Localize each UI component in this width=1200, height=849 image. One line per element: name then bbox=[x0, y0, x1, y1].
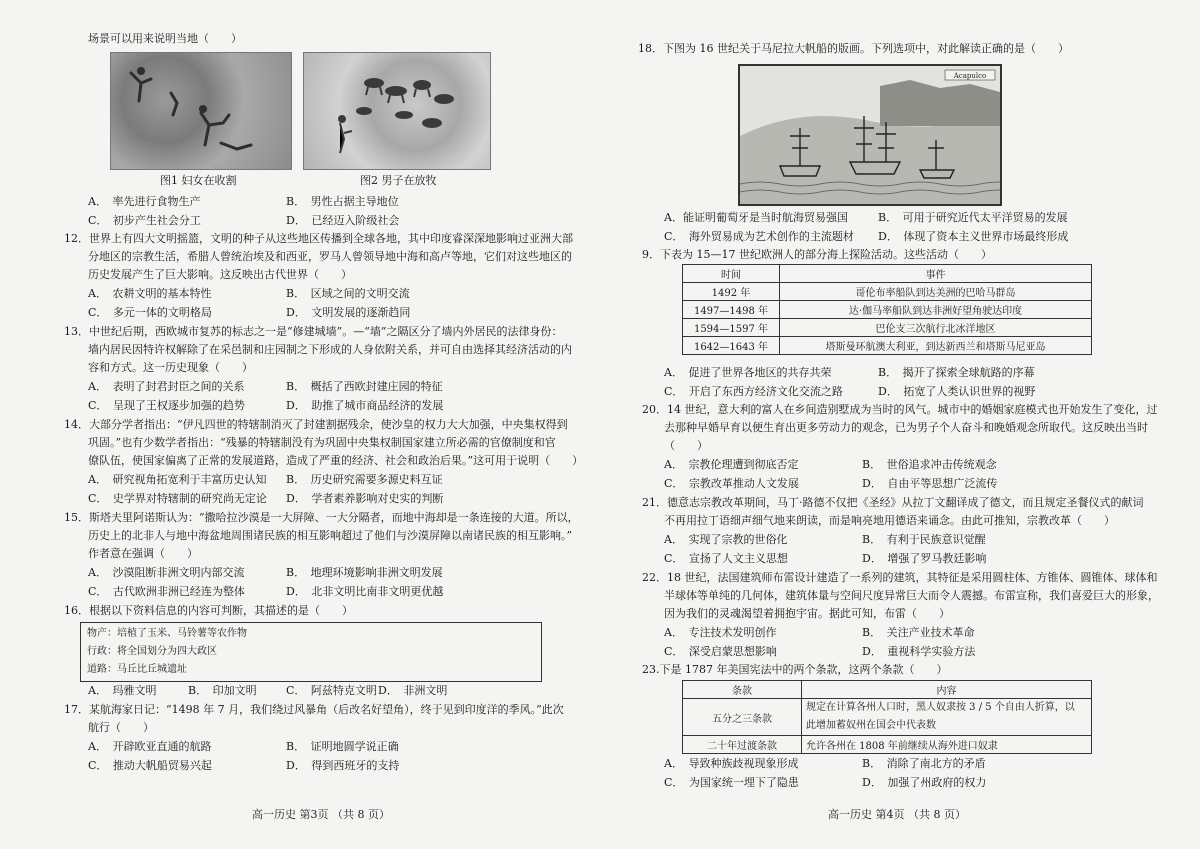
q18-line: 18．下图为 16 世纪关于马尼拉大帆船的版画。下列选项中，对此解读正确的是（ ） bbox=[638, 42, 1069, 55]
q16-option-d[interactable]: D． 非洲文明 bbox=[378, 684, 448, 697]
table-row bbox=[683, 699, 1092, 736]
q21-option-c[interactable]: C． 宣扬了人文主义思想 bbox=[664, 552, 788, 565]
q19-option-a[interactable]: A． 促进了世界各地区的共存共荣 bbox=[664, 366, 832, 379]
q19-line: 9．下表为 15—17 世纪欧洲人的部分海上探险活动。这些活动（ ） bbox=[642, 248, 992, 261]
q20-option-c[interactable]: C． 宗教改革推动人文发展 bbox=[664, 477, 799, 490]
q19-cell: 1497—1498 年 bbox=[683, 301, 780, 319]
q19-option-c[interactable]: C． 开启了东西方经济文化交流之路 bbox=[664, 385, 843, 398]
q23-cell: 五分之三条款 bbox=[683, 699, 802, 736]
q12-line-1: 12．世界上有四大文明摇篮，文明的种子从这些地区传播到全球各地，其中印度睿深深地影响过亚洲大部 bbox=[64, 232, 573, 245]
q12-line-2: 分地区的宗教生活，希腊人曾统治埃及和西亚，罗马人曾领导地中海和高卢等地，它们对这些地区的 bbox=[88, 250, 572, 263]
q14-line-1: 14．大部分学者指出：“伊凡四世的特辖制消灭了封建割据残余，使沙皇的权力大大加强，中央集权得到 bbox=[64, 418, 568, 431]
q15-option-b[interactable]: B． 地理环境影响非洲文明发展 bbox=[286, 566, 443, 579]
q14-option-a[interactable]: A． 研究视角拓宽利于丰富历史认知 bbox=[88, 473, 267, 486]
q19-cell: 哥伦布率船队到达美洲的巴哈马群岛 bbox=[780, 283, 1092, 301]
q12-option-b[interactable]: B． 区域之间的文明交流 bbox=[286, 287, 410, 300]
q18-option-c[interactable]: C． 海外贸易成为艺术创作的主流题材 bbox=[664, 230, 854, 243]
q19-cell: 1642—1643 年 bbox=[683, 337, 780, 355]
q16-line: 16．根据以下资料信息的内容可判断，其描述的是（ ） bbox=[64, 604, 353, 617]
q22-option-d[interactable]: D． 重视科学实验方法 bbox=[862, 645, 976, 658]
q13-option-c[interactable]: C． 呈现了王权逐步加强的趋势 bbox=[88, 399, 245, 412]
q13-line-3: 容和方式。这一历史现象（ ） bbox=[88, 361, 253, 374]
q13-line-2: 墙内居民因特许权解除了在采邑制和庄园制之下形成的人身依附关系，并可自由选择其经济活动的内 bbox=[88, 343, 572, 356]
q23-table bbox=[682, 680, 1092, 754]
q23-line: 23.下是 1787 年美国宪法中的两个条款，这两个条款（ ） bbox=[642, 663, 948, 676]
q16-option-b[interactable]: B． 印加文明 bbox=[188, 684, 257, 697]
q20-line-1: 20．14 世纪，意大利的富人在乡间造别墅成为当时的风气。城市中的婚姻家庭模式也开始发生了变化，过 bbox=[642, 403, 1158, 416]
q14-line-2: 巩固。”也有少数学者指出：“残暴的特辖制没有为巩固中央集权制国家建立所必需的官僚制度和官 bbox=[88, 436, 556, 449]
table-row bbox=[683, 337, 1092, 355]
q15-line-1: 15．斯塔夫里阿诺斯认为：“撒哈拉沙漠是一大屏障、一大分隔者，而地中海却是一条连接的大道。所以， bbox=[64, 511, 579, 524]
q23-option-b[interactable]: B． 消除了南北方的矛盾 bbox=[862, 757, 986, 770]
q20-line-2: 去那种早婚早育以便生育出更多劳动力的观念，已为男子个人奋斗和晚婚观念所取代。这反映出当时 bbox=[664, 421, 1148, 434]
q21-option-d[interactable]: D． 增强了罗马教廷影响 bbox=[862, 552, 987, 565]
engraving-art bbox=[740, 66, 1000, 204]
q23-cell-content bbox=[802, 699, 1092, 736]
q12-option-d[interactable]: D． 文明发展的逐渐趋同 bbox=[286, 306, 411, 319]
q14-option-b[interactable]: B． 历史研究需要多源史料互证 bbox=[286, 473, 443, 486]
manila-galleon-engraving bbox=[738, 64, 1002, 206]
q18-option-d[interactable]: D． 体现了资本主义世界市场最终形成 bbox=[878, 230, 1069, 243]
q14-line-3: 僚队伍，使国家偏离了正常的发展道路，造成了严重的经济、社会和政治后果。”这可用于说明（ ） bbox=[88, 454, 584, 467]
q11-option-d[interactable]: D． 已经迈入阶级社会 bbox=[286, 214, 400, 227]
q13-option-b[interactable]: B． 概括了西欧封建庄园的特征 bbox=[286, 380, 443, 393]
q23-cell-line-2: 此增加蓄奴州在国会中代表数 bbox=[806, 720, 936, 731]
q16-option-a[interactable]: A． 玛雅文明 bbox=[88, 684, 157, 697]
q23-header-clause: 条款 bbox=[683, 681, 802, 699]
q19-cell: 塔斯曼环航澳大利亚，到达新西兰和塔斯马尼亚岛 bbox=[780, 337, 1092, 355]
q15-option-c[interactable]: C． 古代欧洲非洲已经连为整体 bbox=[88, 585, 245, 598]
q19-table bbox=[682, 264, 1092, 355]
q12-option-a[interactable]: A． 农耕文明的基本特性 bbox=[88, 287, 212, 300]
q21-line-1: 21．德意志宗教改革期间，马丁·路德不仅把《圣经》从拉丁文翻译成了德文，而且规定圣餐仪式的献词 bbox=[642, 496, 1144, 509]
page-3-footer: 高一历史 第3页 （共 8 页） bbox=[252, 808, 390, 821]
q22-line-1: 22．18 世纪，法国建筑师布雷设计建造了一系列的建筑，其特征是采用圆柱体、方锥体、圆锥体、球体和 bbox=[642, 571, 1158, 584]
rock-art-figures-2 bbox=[304, 53, 490, 169]
q17-option-b[interactable]: B． 证明地圆学说正确 bbox=[286, 740, 399, 753]
q17-option-c[interactable]: C． 推动大帆船贸易兴起 bbox=[88, 759, 212, 772]
q23-cell: 二十年过渡条款 bbox=[683, 736, 802, 754]
q19-option-b[interactable]: B． 揭开了探索全球航路的序幕 bbox=[878, 366, 1035, 379]
table-row bbox=[683, 319, 1092, 337]
table-row bbox=[683, 301, 1092, 319]
q11-option-c[interactable]: C． 初步产生社会分工 bbox=[88, 214, 201, 227]
fig1-caption: 图1 妇女在收割 bbox=[160, 174, 237, 187]
q22-option-c[interactable]: C． 深受启蒙思想影响 bbox=[664, 645, 777, 658]
page-4-footer: 高一历史 第4页 （共 8 页） bbox=[828, 808, 966, 821]
q11-tail: 场景可以用来说明当地（ ） bbox=[88, 32, 242, 45]
rock-art-photo-1 bbox=[110, 52, 292, 170]
q23-option-d[interactable]: D． 加强了州政府的权力 bbox=[862, 776, 987, 789]
q21-line-2: 不再用拉丁语细声细气地来朗读，而是响亮地用德语来诵念。由此可推知，宗教改革（ ） bbox=[664, 514, 1115, 527]
q21-option-b[interactable]: B． 有利于民族意识觉醒 bbox=[862, 533, 986, 546]
q19-header-event: 事件 bbox=[780, 265, 1092, 283]
q13-option-d[interactable]: D． 助推了城市商品经济的发展 bbox=[286, 399, 444, 412]
rock-art-photo-2 bbox=[303, 52, 491, 170]
q23-cell: 允许各州在 1808 年前继续从海外进口奴隶 bbox=[802, 736, 1092, 754]
q15-line-2: 历史上的北非人与地中海盆地周围诸民族的相互影响超过了他们与沙漠屏障以南诸民族的相互影响。” bbox=[88, 529, 573, 542]
q16-info-2: 行政：将全国划分为四大政区 bbox=[87, 646, 217, 657]
rock-art-figures-1 bbox=[111, 53, 291, 169]
fig2-caption: 图2 男子在放牧 bbox=[360, 174, 437, 187]
q17-option-a[interactable]: A． 开辟欧亚直通的航路 bbox=[88, 740, 212, 753]
q22-line-2: 半球体等单纯的几何体，建筑体量与空间尺度异常巨大而令人震撼。布雷宣称，我们喜爱巨大的形象， bbox=[664, 589, 1159, 602]
q22-line-3: 因为我们的灵魂渴望着拥抱宇宙。据此可知，布雷（ ） bbox=[664, 607, 950, 620]
q13-line-1: 13．中世纪后期，西欧城市复苏的标志之一是“修建城墙”。—“墙”之隔区分了墙内外居民的法律身份： bbox=[64, 325, 563, 338]
q22-option-a[interactable]: A． 专注技术发明创作 bbox=[664, 626, 777, 639]
engraving-label: Acapulco bbox=[953, 72, 987, 80]
q11-option-a[interactable]: A． 率先进行食物生产 bbox=[88, 195, 201, 208]
q16-info-1: 物产：培植了玉米、马铃薯等农作物 bbox=[87, 628, 247, 639]
q20-option-a[interactable]: A． 宗教伦理遭到彻底否定 bbox=[664, 458, 799, 471]
q21-option-a[interactable]: A． 实现了宗教的世俗化 bbox=[664, 533, 788, 546]
q23-option-c[interactable]: C． 为国家统一埋下了隐患 bbox=[664, 776, 799, 789]
q17-line-2: 航行（ ） bbox=[88, 721, 154, 734]
q23-option-a[interactable]: A． 导致种族歧视现象形成 bbox=[664, 757, 799, 770]
q19-cell: 1594—1597 年 bbox=[683, 319, 780, 337]
q23-header-content: 内容 bbox=[802, 681, 1092, 699]
table-row bbox=[683, 283, 1092, 301]
q12-option-c[interactable]: C． 多元一体的文明格局 bbox=[88, 306, 212, 319]
q13-option-a[interactable]: A． 表明了封君封臣之间的关系 bbox=[88, 380, 245, 393]
q19-cell: 1492 年 bbox=[683, 283, 780, 301]
q12-line-3: 历史发展产生了巨大影响。这反映出古代世界（ ） bbox=[88, 268, 352, 281]
q20-line-3: （ ） bbox=[664, 439, 708, 452]
q11-option-b[interactable]: B． 男性占据主导地位 bbox=[286, 195, 399, 208]
q20-option-d[interactable]: D． 自由平等思想广泛流传 bbox=[862, 477, 998, 490]
q19-cell: 巴伦支三次航行北冰洋地区 bbox=[780, 319, 1092, 337]
q16-info-3: 道路：马丘比丘城遗址 bbox=[87, 664, 187, 675]
q18-option-a[interactable]: A．能证明葡萄牙是当时航海贸易强国 bbox=[664, 211, 848, 224]
q14-option-c[interactable]: C． 史学界对特辖制的研究尚无定论 bbox=[88, 492, 267, 505]
q15-line-3: 作者意在强调（ ） bbox=[88, 547, 198, 560]
q16-info-box bbox=[80, 622, 542, 682]
table-row bbox=[683, 736, 1092, 754]
q18-option-b[interactable]: B． 可用于研究近代太平洋贸易的发展 bbox=[878, 211, 1068, 224]
q19-option-d[interactable]: D． 拓宽了人类认识世界的视野 bbox=[878, 385, 1036, 398]
page-4 bbox=[600, 0, 1200, 849]
q22-option-b[interactable]: B． 关注产业技术革命 bbox=[862, 626, 975, 639]
q14-option-d[interactable]: D． 学者素养影响对史实的判断 bbox=[286, 492, 444, 505]
q19-header-time: 时间 bbox=[683, 265, 780, 283]
q15-option-a[interactable]: A． 沙漠阻断非洲文明内部交流 bbox=[88, 566, 245, 579]
q17-line-1: 17．某航海家日记：“1498 年 7 月，我们绕过风暴角（后改名好望角），终于见到印度洋的季风。”此次 bbox=[64, 703, 564, 716]
q20-option-b[interactable]: B． 世俗追求冲击传统观念 bbox=[862, 458, 997, 471]
q19-cell: 达·伽马率船队到达非洲好望角驶达印度 bbox=[780, 301, 1092, 319]
q17-option-d[interactable]: D． 得到西班牙的支持 bbox=[286, 759, 400, 772]
q16-option-c[interactable]: C． 阿兹特克文明 bbox=[286, 684, 377, 697]
q15-option-d[interactable]: D． 北非文明比南非文明更优越 bbox=[286, 585, 444, 598]
q23-cell-line-1: 规定在计算各州人口时，黑人奴隶按 3 / 5 个自由人折算，以 bbox=[806, 702, 1075, 713]
